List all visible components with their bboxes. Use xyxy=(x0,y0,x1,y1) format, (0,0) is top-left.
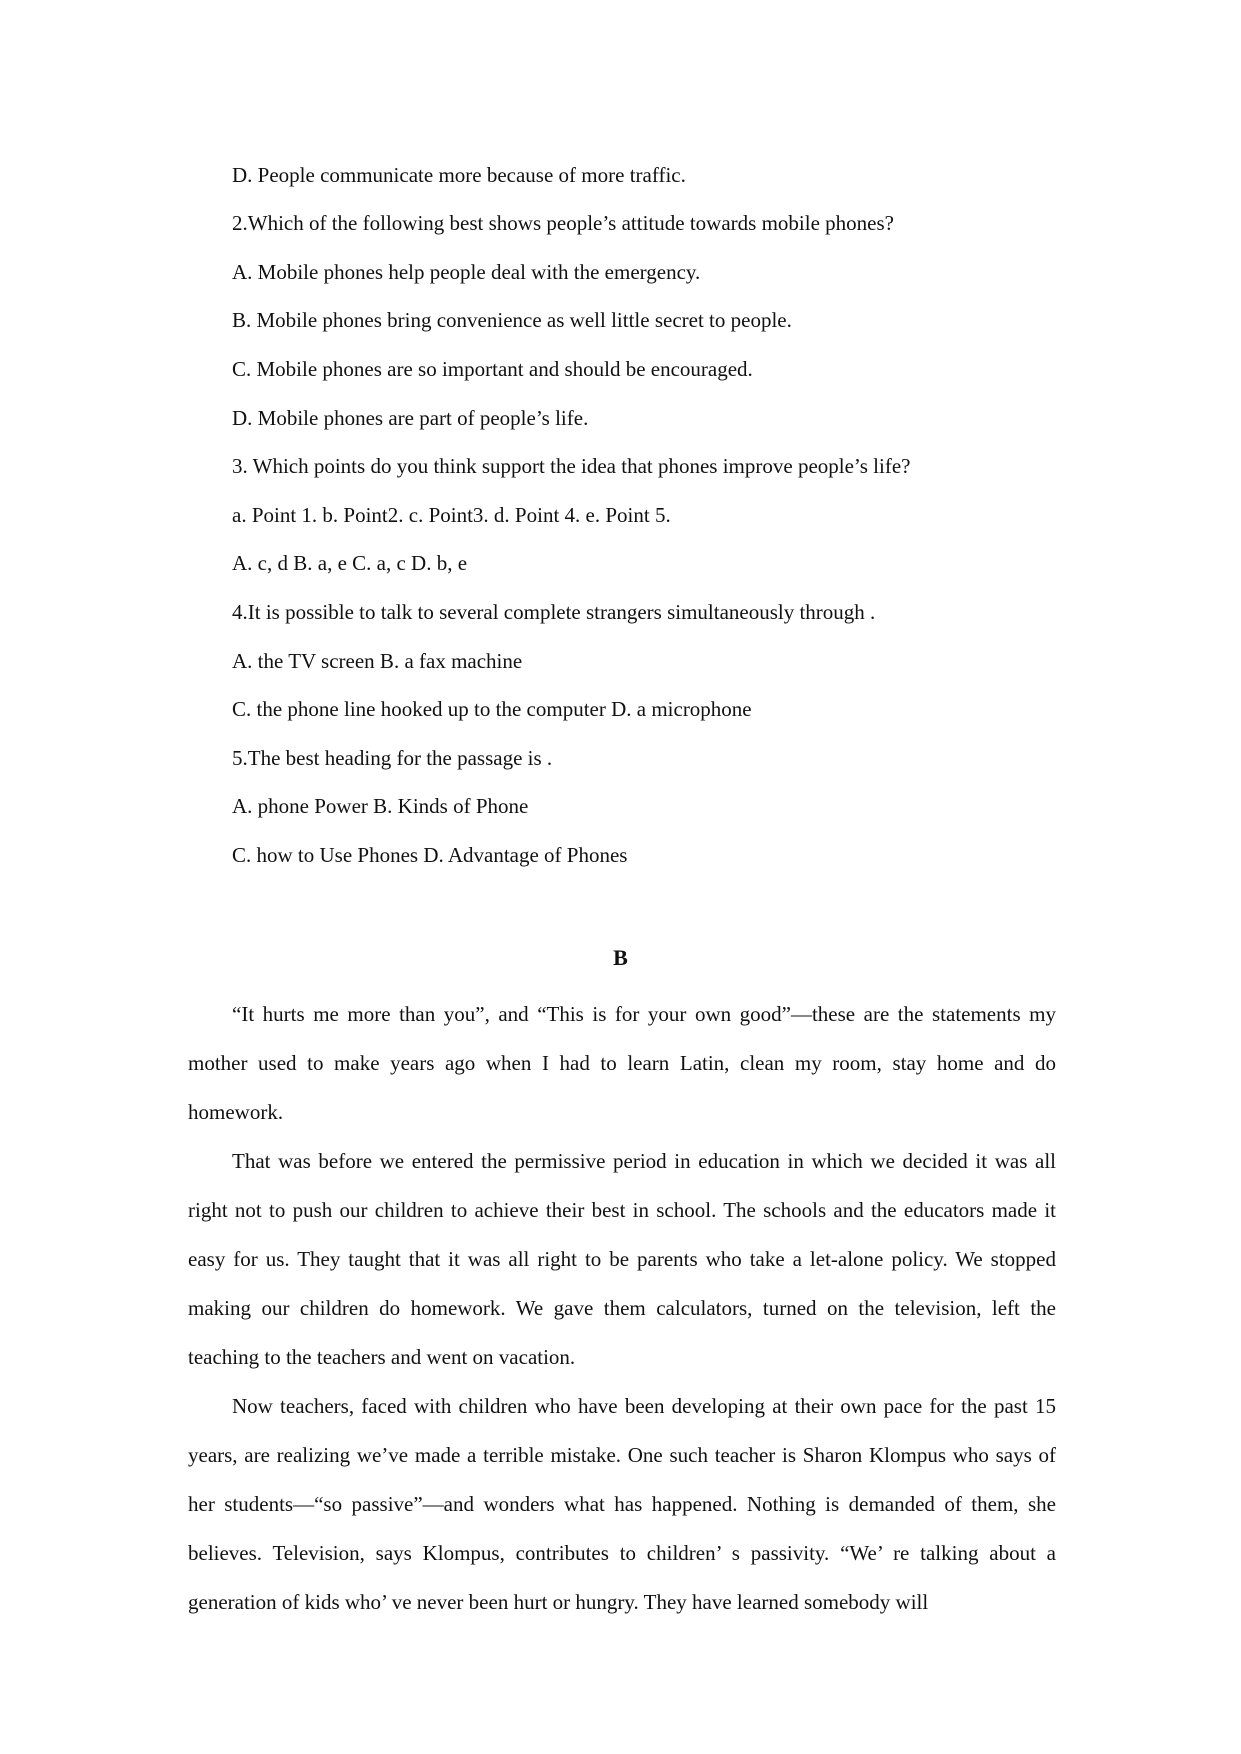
question-line: D. People communicate more because of more traffic. xyxy=(232,163,686,187)
question-line: D. Mobile phones are part of people’s life. xyxy=(232,406,589,430)
question-line: A. c, d B. a, e C. a, c D. b, e xyxy=(232,551,468,575)
question-line: 3. Which points do you think support the idea that phones improve people’s life? xyxy=(232,454,911,478)
question-line: C. how to Use Phones D. Advantage of Phones xyxy=(232,843,628,867)
question-line: A. phone Power B. Kinds of Phone xyxy=(232,794,529,818)
question-line: C. Mobile phones are so important and should be encouraged. xyxy=(232,357,753,381)
question-line: 4.It is possible to talk to several complete strangers simultaneously through . xyxy=(232,600,876,624)
question-line: B. Mobile phones bring convenience as well little secret to people. xyxy=(232,308,792,332)
passage-b xyxy=(188,990,1056,1627)
passage-paragraph: Now teachers, faced with children who have been developing at their own pace for the past 15 years, are realizing we’ve made a terrible mistake. One such teacher is Sharon Klompus who says of her students—“so passive”—and wonders what has happened. Nothing is demanded of them, she believes. Television, says Klompus, contributes to children’ s passivity. “We’ re talking about a generation of kids who’ ve never been hurt or hungry. They have learned somebody will xyxy=(188,1394,1056,1614)
question-line: 2.Which of the following best shows people’s attitude towards mobile phones? xyxy=(232,211,894,235)
section-heading: B xyxy=(613,945,628,970)
passage-paragraph: That was before we entered the permissive period in education in which we decided it was all right not to push our children to achieve their best in school. The schools and the educators made it easy for us. They taught that it was all right to be parents who take a let-alone policy. We stopped making our children do homework. We gave them calculators, turned on the television, left the teaching to the teachers and went on vacation. xyxy=(188,1149,1056,1369)
question-line: C. the phone line hooked up to the computer D. a microphone xyxy=(232,697,752,721)
question-line: 5.The best heading for the passage is . xyxy=(232,746,553,770)
passage-paragraph: “It hurts me more than you”, and “This is for your own good”—these are the statements my mother used to make years ago when I had to learn Latin, clean my room, stay home and do homework. xyxy=(188,1002,1056,1124)
question-line: a. Point 1. b. Point2. c. Point3. d. Point 4. e. Point 5. xyxy=(232,503,671,527)
question-line: A. the TV screen B. a fax machine xyxy=(232,649,523,673)
question-line: A. Mobile phones help people deal with the emergency. xyxy=(232,260,701,284)
